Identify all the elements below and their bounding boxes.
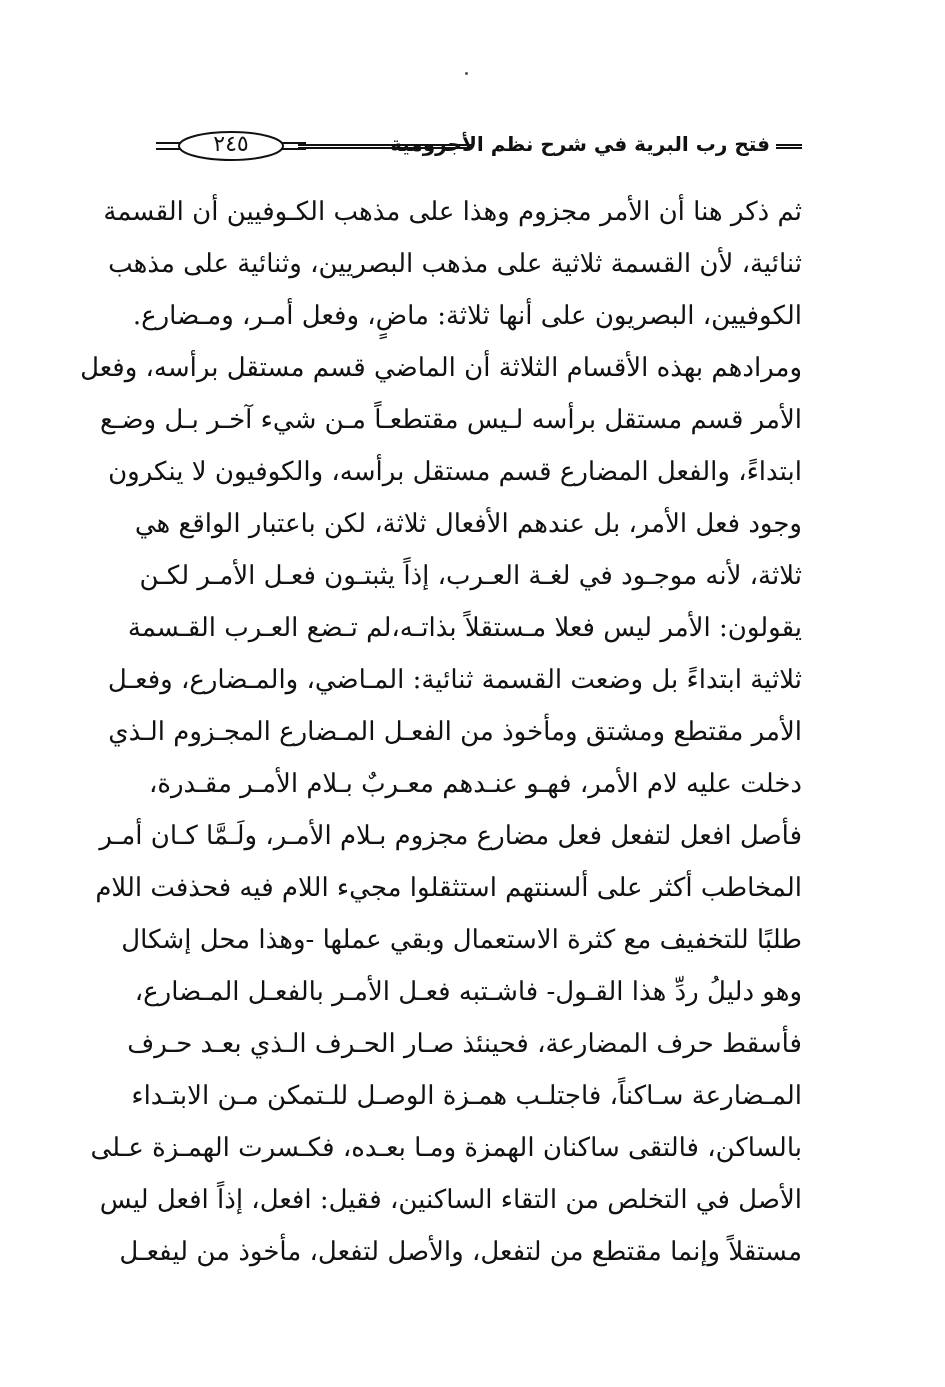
header-rule-middle (298, 144, 472, 149)
text-line: ثلاثة، لأنه موجـود في لغـة العـرب، إذاً يثبتـون فعـل الأمـر لكـن (139, 561, 802, 591)
text-line: ثنائية، لأن القسمة ثلاثية على مذهب البصريين، وثنائية على مذهب (108, 249, 802, 279)
page-number: ٢٤٥ (213, 132, 249, 157)
text-line: الكوفيين، البصريون على أنها ثلاثة: ماضٍ، وفعل أمـر، ومـضارع. (132, 301, 802, 331)
text-line: المخاطب أكثر على ألسنتهم استثقلوا مجيء اللام فيه فحذفت اللام (95, 873, 802, 903)
page-number-badge (156, 129, 306, 163)
running-header (156, 127, 802, 163)
header-rule-right (776, 144, 802, 149)
text-line: ثم ذكر هنا أن الأمر مجزوم وهذا على مذهب الكـوفيين أن القسمة (103, 197, 802, 227)
text-line: طلبًا للتخفيف مع كثرة الاستعمال وبقي عملها -وهذا محل إشكال (121, 925, 802, 955)
text-line: فأسقط حرف المضارعة، فحينئذ صـار الحـرف الـذي بعـد حـرف (127, 1029, 802, 1059)
text-line: دخلت عليه لام الأمر، فهـو عنـدهم معـربٌ بـلام الأمـر مقـدرة، (148, 769, 802, 799)
book-title: فتح رب البرية في شرح نظم الأجرومية (390, 132, 770, 156)
text-line: مستقلاً وإنما مقتطع من لتفعل، والأصل لتفعل، مأخوذ من ليفعـل (119, 1237, 802, 1267)
body-text (80, 186, 802, 1278)
text-line: بالساكن، فالتقى ساكنان الهمزة ومـا بعـده، فكـسرت الهمـزة عـلى (90, 1133, 802, 1163)
text-line: وهو دليلُ ردِّ هذا القـول- فاشـتبه فعـل الأمـر بالفعـل المـضارع، (134, 977, 802, 1007)
text-line: وجود فعل الأمر، بل عندهم الأفعال ثلاثة، لكن باعتبار الواقع هي (134, 509, 802, 539)
text-line: ابتداءً، والفعل المضارع قسم مستقل برأسه، والكوفيون لا ينكرون (108, 457, 802, 487)
page-speck (465, 72, 468, 75)
text-line: ومرادهم بهذه الأقسام الثلاثة أن الماضي قسم مستقل برأسه، وفعل (80, 353, 802, 383)
text-line: ثلاثية ابتداءً بل وضعت القسمة ثنائية: المـاضي، والمـضارع، وفعـل (107, 665, 802, 695)
text-line: يقولون: الأمر ليس فعلا مـستقلاً بذاتـه،لم تـضع العـرب القـسمة (127, 613, 802, 643)
text-line: فأصل افعل لتفعل فعل مضارع مجزوم بـلام الأمـر، ولَـمَّا كـان أمـر (99, 821, 802, 851)
text-line: المـضارعة سـاكناً، فاجتلـب همـزة الوصـل للـتمكن مـن الابتـداء (131, 1081, 802, 1111)
text-line: الأمر قسم مستقل برأسه لـيس مقتطعـاً مـن شيء آخـر بـل وضـع (99, 405, 802, 435)
text-line: الأصل في التخلص من التقاء الساكنين، فقيل: افعل، إذاً افعل ليس (99, 1185, 802, 1215)
text-line: الأمر مقتطع ومشتق ومأخوذ من الفعـل المـضارع المجـزوم الـذي (108, 717, 802, 747)
